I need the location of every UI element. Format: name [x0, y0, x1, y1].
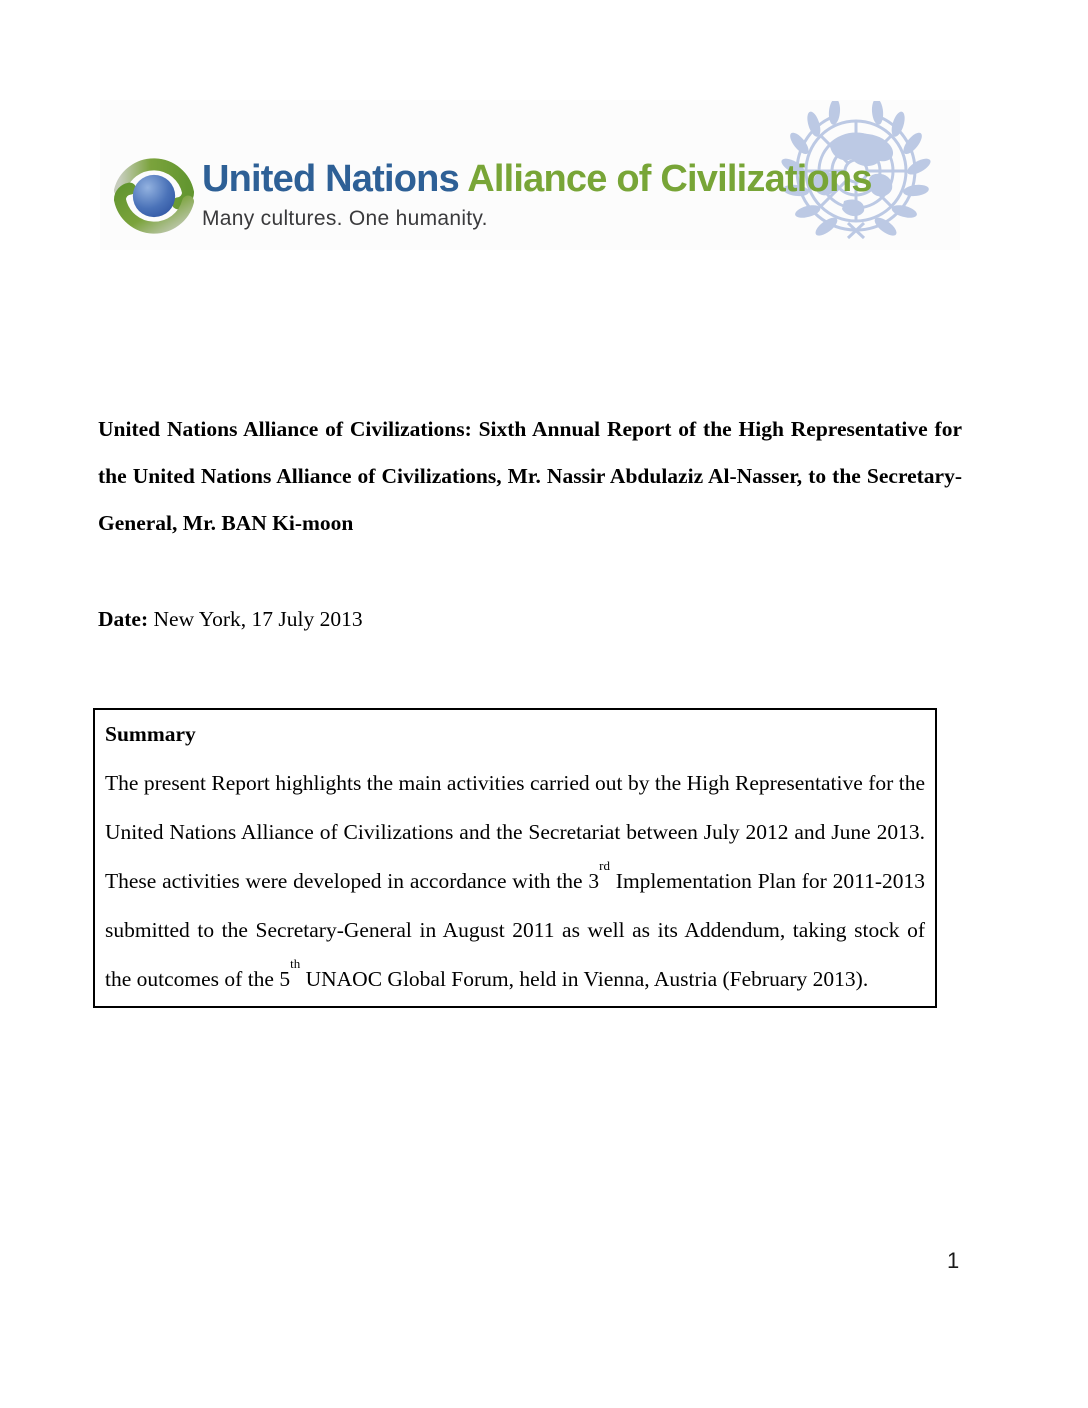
page-number: 1 — [947, 1248, 960, 1273]
logo-name-alliance: Alliance of Civilizations — [458, 158, 872, 200]
unaoc-swirl-logo-icon — [108, 150, 200, 242]
logo-tagline: Many cultures. One humanity. — [202, 206, 488, 230]
date-value: New York, 17 July 2013 — [153, 607, 363, 631]
summary-box — [93, 708, 937, 1008]
logo-name — [202, 160, 872, 200]
summary-heading: Summary — [105, 722, 196, 746]
title-line: United Nations Alliance of Civilizations: Sixth Annual Report of the High Representative for — [98, 417, 962, 441]
date-line — [98, 596, 363, 643]
ordinal-superscript: rd — [599, 857, 610, 873]
title-line: the United Nations Alliance of Civilizations, Mr. Nassir Abdulaziz Al-Nasser, to the Secretary- — [98, 464, 962, 488]
unaoc-logo-text — [202, 160, 872, 231]
summary-paragraph: The present Report highlights the main activities carried out by the High Representative for the United Nations Alliance of Civilizations and the Secretariat between July 2012 and June 2013. These activities were developed in accordance with the 3rd Implementation Plan for 2011-2013 submitted to the Secretary-General in August 2011 as well as its Addendum, taking stock of the outcomes of the 5th UNAOC Global Forum, held in Vienna, Austria (February 2013). — [105, 771, 925, 991]
unaoc-logo-banner — [100, 100, 960, 250]
ordinal-superscript: th — [290, 955, 301, 971]
logo-name-united-nations: United Nations — [202, 158, 459, 200]
document-title — [98, 406, 962, 547]
date-label: Date: — [98, 607, 149, 631]
title-line: General, Mr. BAN Ki-moon — [98, 511, 354, 535]
